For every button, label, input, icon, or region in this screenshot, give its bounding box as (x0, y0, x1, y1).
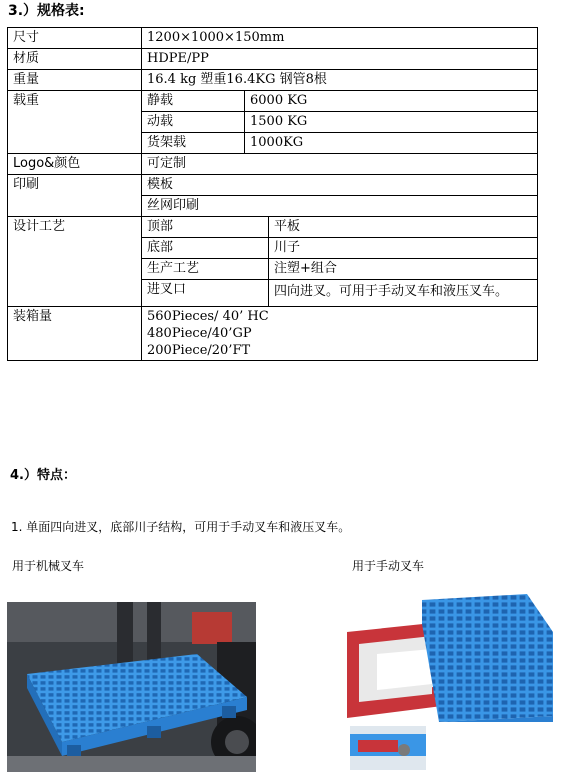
static-load-value: 6000 KG (245, 91, 538, 112)
process-label: 生产工艺 (142, 259, 269, 280)
section-4-heading: 4.）特点： (10, 468, 76, 483)
caption-mechanical-forklift: 用于机械叉车 (12, 559, 85, 573)
dynamic-load-label: 动载 (142, 112, 245, 133)
logo-color-label: Logo&颜色 (8, 154, 142, 175)
packing-40hc: 560Pieces/ 40’ HC (147, 309, 269, 324)
entry-label: 进叉口 (142, 280, 269, 307)
design-label: 设计工艺 (8, 217, 142, 307)
table-row (8, 307, 538, 361)
print-value-screen: 丝网印刷 (142, 196, 538, 217)
feature-1: 1. 单面四向进叉，底部川子结构，可用于手动叉车和液压叉车。 (11, 520, 351, 534)
caption-manual-forklift: 用于手动叉车 (352, 559, 425, 573)
material-value: HDPE/PP (142, 49, 538, 70)
print-value-template: 模板 (142, 175, 538, 196)
top-value: 平板 (269, 217, 538, 238)
table-row (8, 154, 538, 175)
table-row (8, 91, 538, 112)
table-row (8, 175, 538, 196)
packing-label: 装箱量 (8, 307, 142, 361)
load-label: 载重 (8, 91, 142, 154)
rack-load-value: 1000KG (245, 133, 538, 154)
process-value: 注塑+组合 (269, 259, 538, 280)
dynamic-load-value: 1500 KG (245, 112, 538, 133)
pallet-forklift-photo (7, 602, 256, 772)
size-value: 1200×1000×150mm (142, 28, 538, 49)
size-label: 尺寸 (8, 28, 142, 49)
logo-color-value: 可定制 (142, 154, 538, 175)
weight-label: 重量 (8, 70, 142, 91)
rack-load-label: 货架载 (142, 133, 245, 154)
top-label: 顶部 (142, 217, 269, 238)
table-row (8, 217, 538, 238)
spec-table (7, 27, 538, 361)
weight-value: 16.4 kg 塑重16.4KG 钢管8根 (142, 70, 538, 91)
material-label: 材质 (8, 49, 142, 70)
entry-value: 四向进叉。可用于手动叉车和液压叉车。 (269, 280, 538, 307)
table-row (8, 28, 538, 49)
handtruck-detail-photo (350, 726, 426, 770)
static-load-label: 静载 (142, 91, 245, 112)
packing-20ft: 200Piece/20’FT (147, 343, 251, 358)
bottom-value: 川子 (269, 238, 538, 259)
pallet-handtruck-photo (347, 594, 553, 722)
table-row (8, 70, 538, 91)
packing-value (142, 307, 538, 361)
bottom-label: 底部 (142, 238, 269, 259)
section-3-heading: 3.）规格表: (8, 3, 85, 19)
print-label: 印刷 (8, 175, 142, 217)
table-row (8, 49, 538, 70)
packing-40gp: 480Piece/40’GP (147, 326, 252, 341)
